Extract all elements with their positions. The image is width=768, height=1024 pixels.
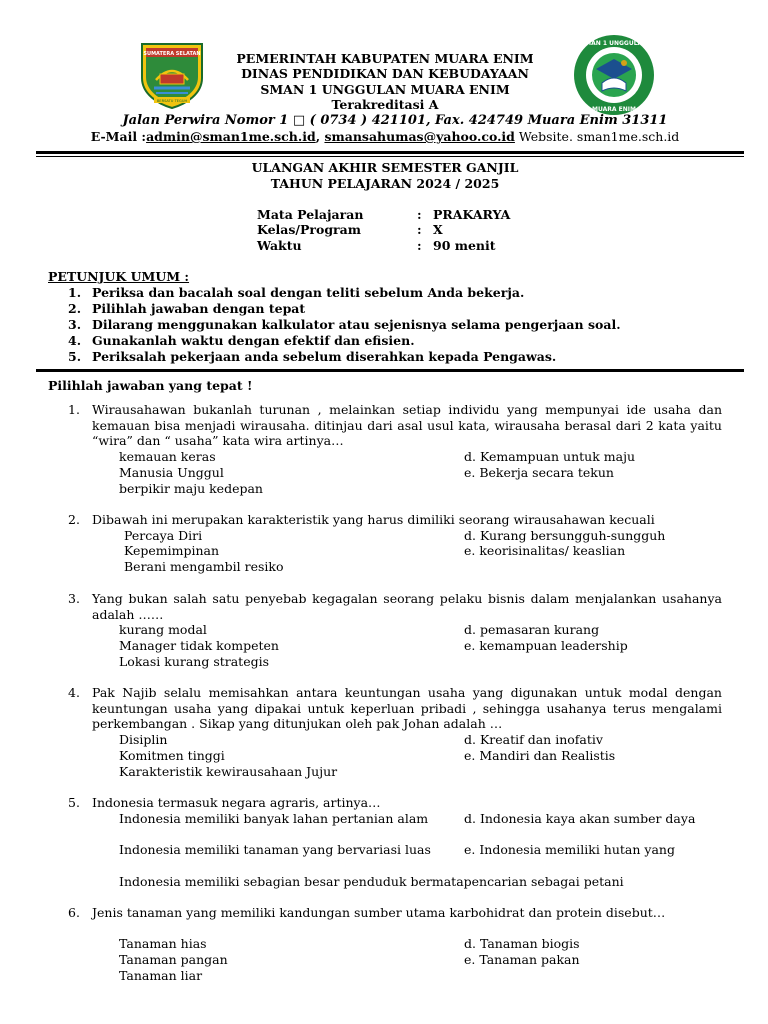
option-b[interactable]: Kepemimpinan — [124, 543, 220, 558]
option-d[interactable]: d. Kreatif dan inofativ — [464, 732, 603, 747]
option-d[interactable]: d. Indonesia kaya akan sumber daya — [464, 811, 696, 826]
option-b[interactable]: Manager tidak kompeten — [119, 638, 279, 653]
info-label: Kelas/Program — [257, 222, 361, 237]
left-logo-top-text: SUMATERA SELATAN — [143, 51, 201, 57]
question-2 — [68, 512, 722, 528]
email-label: E-Mail : — [90, 129, 147, 144]
option-c[interactable]: berpikir maju kedepan — [119, 481, 263, 496]
section-heading: Pilihlah jawaban yang tepat ! — [48, 378, 253, 393]
option-a[interactable]: Disiplin — [119, 732, 168, 747]
email-separator: , — [315, 129, 325, 144]
option-d[interactable]: d. Kemampuan untuk maju — [464, 449, 635, 464]
question-text: Wirausahawan bukanlah turunan , melainkan setiap individu yang mempunyai ide usaha dan kemauan bisa menjadi wirausaha. ditinjau dari asal usul kata, wirausaha berasal dari 2 kata yaitu “wira” dan “ usaha” kata wira artinya… — [92, 402, 722, 448]
question-number: 3. — [68, 591, 80, 606]
option-e[interactable]: e. Bekerja secara tekun — [464, 465, 614, 480]
info-value: X — [433, 222, 443, 237]
option-c[interactable]: Tanaman liar — [119, 968, 203, 983]
question-number: 4. — [68, 685, 80, 700]
option-a[interactable]: kemauan keras — [119, 449, 216, 464]
option-d[interactable]: d. Kurang bersungguh-sungguh — [464, 528, 666, 543]
left-logo-bottom-text: BERSATU TEGUH — [156, 99, 188, 103]
option-d[interactable]: d. Tanaman biogis — [464, 936, 580, 951]
academic-year: TAHUN PELAJARAN 2024 / 2025 — [270, 176, 500, 191]
option-c[interactable]: Karakteristik kewirausahaan Jujur — [119, 764, 338, 779]
question-text: Pak Najib selalu memisahkan antara keuntungan usaha yang digunakan untuk modal dengan keuntungan usaha yang dipakai untuk keperluan pribadi , sehingga usahanya terus mengalami perkembangan . Sikap yang ditunjukan oleh pak Johan adalah … — [92, 685, 722, 731]
instruction-item: 4. Gunakanlah waktu dengan efektif dan efisien. — [68, 333, 415, 348]
right-logo-bottom-text: MUARA ENIM — [592, 106, 636, 113]
instructions-divider — [36, 369, 744, 372]
question-5 — [68, 795, 722, 811]
accreditation: Terakreditasi A — [331, 97, 439, 112]
info-value: 90 menit — [433, 238, 496, 253]
letterhead-divider-thin — [36, 156, 744, 157]
exam-page: SUMATERA SELATAN BERSATU TEGUH SMAN 1 UNGGULAN MUARA ENIM PEMERINTAH KABUPATEN MUARA ENIM DINAS PENDIDIKAN DAN KEBUDAYAAN SMAN 1 UNGGULAN MUARA ENIM Terakreditasi A Jalan Perwira Nomor 1 □ ( 0734 ) 421101, Fax. 424749 Muara Enim 31311 E-Mail :admin@sman1me.sch.id, smansahumas@yahoo.co.id Website. sman1me.sch.id ULANGAN AKHIR SEMESTER GANJIL TAHUN PELAJARAN 2024 / 2025 Mata Pelajaran : PRAKARYA Kelas/Program : X Waktu : 90 menit PETUNJUK UMUM : 1. Periksa dan bacalah soal dengan teliti sebelum Anda bekerja. 2. Pilihlah jawaban dengan tepat 3. Dilarang menggunakan kalkulator atau sejenisnya selama pengerjaan soal. 4. Gunakanlah waktu dengan efektif dan efisien. 5. Periksalah pekerjaan anda sebelum diserahkan kepada Pengawas. Pilihlah jawaban yang tepat ! 1. Wirausahawan bukanlah turunan , melainkan setiap individu yang mempunyai ide usaha dan kemauan bisa menjadi wirausaha. ditinjau dari asal usul kata, wirausaha berasal dari 2 kata yaitu “wira” dan “ usaha” kata wira artinya… kemauan keras Manusia Unggul berpikir maju kedepan d. Kemampuan untuk maju e. Bekerja secara tekun 2. Dibawah ini merupakan karakteristik yang harus dimiliki seorang wirausahawan kecuali Percaya Diri Kepemimpinan Berani mengambil resiko d. Kurang bersungguh-sungguh e. keorisinalitas/ keaslian 3. Yang bukan salah satu penyebab kegagalan seorang pelaku bisnis dalam menjalankan usahanya adalah …… kurang modal Manager tidak kompeten Lokasi kurang strategis d. pemasaran kurang e. kemampuan leadership 4. Pak Najib selalu memisahkan antara keuntungan usaha yang digunakan untuk modal dengan keuntungan usaha yang dipakai untuk keperluan pribadi , sehingga usahanya terus mengalami perkembangan . Sikap yang ditunjukan oleh pak Johan adalah … Disiplin Komitmen tinggi Karakteristik kewirausahaan Jujur d. Kreatif dan inofativ e. Mandiri dan Realistis 5. Indonesia termasuk negara agraris, artinya… Indonesia memiliki banyak lahan pertanian alam Indonesia memiliki tanaman yang bervariasi luas Indonesia memiliki sebagian besar penduduk bermatapencarian sebagai petani d. Indonesia kaya akan sumber daya e. Indonesia memiliki hutan yang 6. Jenis tanaman yang memiliki kandungan sumber utama karbohidrat dan protein disebut… Tanaman hias Tanaman pangan Tanaman liar d. Tanaman biogis e. Tanaman pakan — [0, 0, 768, 1024]
question-text: Dibawah ini merupakan karakteristik yang harus dimiliki seorang wirausahawan kecuali — [92, 512, 655, 527]
question-text: Indonesia termasuk negara agraris, artinya… — [92, 795, 381, 810]
question-4 — [68, 685, 722, 732]
school-address: Jalan Perwira Nomor 1 □ ( 0734 ) 421101, Fax. 424749 Muara Enim 31311 — [122, 113, 668, 128]
option-e[interactable]: e. kemampuan leadership — [464, 638, 628, 653]
instruction-item: 5. Periksalah pekerjaan anda sebelum diserahkan kepada Pengawas. — [68, 349, 557, 364]
option-e[interactable]: e. Tanaman pakan — [464, 952, 580, 967]
option-e[interactable]: e. keorisinalitas/ keaslian — [464, 543, 626, 558]
letterhead-divider-thick — [36, 151, 744, 154]
question-3 — [68, 591, 722, 622]
option-a[interactable]: Percaya Diri — [124, 528, 203, 543]
option-c[interactable]: Indonesia memiliki sebagian besar penduduk bermatapencarian sebagai petani — [119, 874, 624, 889]
question-number: 6. — [68, 905, 80, 920]
question-6 — [68, 905, 722, 921]
option-c[interactable]: Lokasi kurang strategis — [119, 654, 270, 669]
question-number: 1. — [68, 402, 80, 417]
question-1 — [68, 402, 722, 449]
info-value: PRAKARYA — [433, 207, 511, 222]
option-b[interactable]: Manusia Unggul — [119, 465, 224, 480]
question-number: 2. — [68, 512, 80, 527]
option-a[interactable]: Indonesia memiliki banyak lahan pertanian alam — [119, 811, 429, 826]
gov-name: PEMERINTAH KABUPATEN MUARA ENIM — [236, 51, 534, 66]
question-text: Yang bukan salah satu penyebab kegagalan seorang pelaku bisnis dalam menjalankan usahanya adalah …… — [92, 591, 722, 622]
instruction-item: 1. Periksa dan bacalah soal dengan teliti sebelum Anda bekerja. — [68, 285, 525, 300]
option-e[interactable]: e. Indonesia memiliki hutan yang — [464, 842, 675, 857]
contact-line — [40, 128, 730, 145]
department-name: DINAS PENDIDIKAN DAN KEBUDAYAAN — [241, 66, 529, 81]
email-link-humas[interactable]: smansahumas@yahoo.co.id — [324, 129, 515, 144]
instruction-item: 3. Dilarang menggunakan kalkulator atau sejenisnya selama pengerjaan soal. — [68, 317, 621, 332]
option-a[interactable]: Tanaman hias — [119, 936, 207, 951]
right-logo-top-text: SMAN 1 UNGGULAN — [580, 40, 648, 47]
option-d[interactable]: d. pemasaran kurang — [464, 622, 600, 637]
website-text: Website. sman1me.sch.id — [514, 129, 680, 144]
option-b[interactable]: Tanaman pangan — [119, 952, 228, 967]
exam-title: ULANGAN AKHIR SEMESTER GANJIL — [251, 160, 519, 175]
info-label: Waktu — [257, 238, 302, 253]
school-name: SMAN 1 UNGGULAN MUARA ENIM — [260, 82, 510, 97]
instruction-item: 2. Pilihlah jawaban dengan tepat — [68, 301, 306, 316]
option-b[interactable]: Komitmen tinggi — [119, 748, 225, 763]
option-a[interactable]: kurang modal — [119, 622, 207, 637]
option-e[interactable]: e. Mandiri dan Realistis — [464, 748, 616, 763]
info-label: Mata Pelajaran — [257, 207, 364, 222]
question-number: 5. — [68, 795, 80, 810]
option-b[interactable]: Indonesia memiliki tanaman yang bervariasi luas — [119, 842, 431, 857]
question-text: Jenis tanaman yang memiliki kandungan sumber utama karbohidrat dan protein disebut… — [92, 905, 666, 920]
option-c[interactable]: Berani mengambil resiko — [124, 559, 284, 574]
email-link-admin[interactable]: admin@sman1me.sch.id — [146, 129, 316, 144]
instructions-heading: PETUNJUK UMUM : — [48, 269, 190, 284]
